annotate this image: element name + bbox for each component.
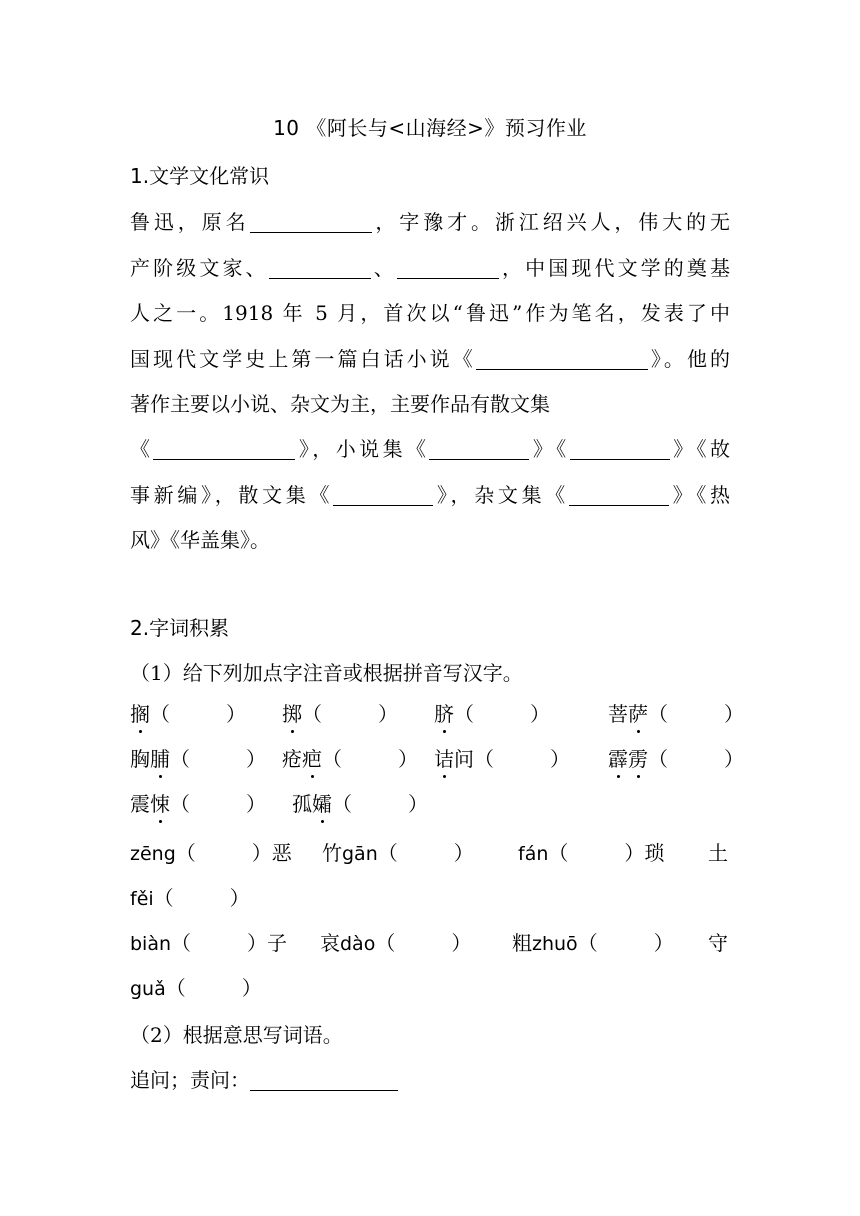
fill-blank[interactable] [250, 1070, 398, 1091]
paren-open: （ [170, 747, 190, 771]
paren-open: （ [332, 792, 352, 816]
fill-blank[interactable] [570, 439, 670, 460]
paren-close: ） [453, 841, 474, 865]
dotted-char: 脐 [434, 698, 454, 727]
pinyin-item [518, 837, 664, 866]
definition-item [130, 1064, 730, 1093]
text-segment: 《 [130, 437, 154, 461]
pinyin-text: guǎ [130, 978, 166, 1000]
fill-blank[interactable] [269, 258, 371, 279]
paren-open: （ [577, 931, 598, 955]
text-segment: 国现代文学史上第一篇白话小说《 [130, 347, 476, 371]
worksheet-title: 10 《阿长与<山海经>》预习作业 [273, 116, 587, 140]
question-2-prompt: （2）根据意思写词语。 [130, 1023, 343, 1047]
char-item [130, 698, 246, 727]
char-item [282, 743, 418, 772]
paren-open: （ [375, 931, 396, 955]
pinyin-item [130, 927, 287, 956]
paren-close: ） [398, 747, 418, 771]
dotted-char: 霹 [608, 743, 628, 772]
section2-heading: 2.字词积累 [130, 616, 230, 640]
plain-char: 孤 [292, 792, 312, 816]
paren-close: ） [653, 931, 674, 955]
paren-open: （ [648, 747, 668, 771]
paren-open: （ [454, 702, 474, 726]
text-segment: 》《热 [668, 483, 731, 507]
char-item [292, 788, 428, 817]
char-item [434, 698, 550, 727]
pinyin-text: fán [518, 843, 549, 865]
pinyin-item [512, 927, 674, 956]
section1-heading: 1.文学文化常识 [130, 164, 270, 188]
char-item [282, 698, 398, 727]
fill-blank[interactable] [397, 258, 499, 279]
question-1-prompt: （1）给下列加点字注音或根据拼音写汉字。 [130, 661, 523, 685]
char-item [130, 788, 266, 817]
plain-char: 哀 [320, 931, 340, 955]
pinyin-item [322, 837, 474, 866]
paragraph-line [130, 343, 730, 372]
text-segment: 》《 [529, 437, 570, 461]
paragraph-line [130, 433, 730, 462]
pinyin-item [130, 882, 250, 911]
definition-text: 追问；责问： [130, 1068, 250, 1092]
plain-char: 守 [708, 931, 728, 955]
paren-close: ） [550, 747, 570, 771]
paren-open: （ [377, 841, 398, 865]
dotted-char: 搁 [130, 698, 150, 727]
paren-open: （ [165, 976, 186, 1000]
text-segment: 人之一。1918 年 5 月，首次以“鲁迅”作为笔名，发表了中 [130, 301, 730, 325]
text-segment: 》，小说集《 [295, 437, 430, 461]
paren-close: ） [241, 976, 262, 1000]
paren-open: （ [175, 841, 196, 865]
fill-blank[interactable] [569, 485, 669, 506]
paren-close: ） [451, 931, 472, 955]
fill-blank[interactable] [333, 485, 433, 506]
paragraph-line [130, 524, 730, 553]
plain-char: 问 [454, 747, 474, 771]
dotted-char: 雳 [628, 743, 648, 772]
text-segment: 》《故 [669, 437, 731, 461]
paren-close: ） [624, 841, 645, 865]
pinyin-item [130, 837, 292, 866]
paren-open: （ [474, 747, 494, 771]
text-segment: 事新编》，散文集《 [130, 483, 334, 507]
plain-char: 琐 [644, 841, 665, 865]
paren-close: ） [724, 747, 744, 771]
paren-open: （ [648, 702, 668, 726]
text-segment: 产阶级文家、 [130, 256, 269, 280]
paren-close: ） [229, 886, 250, 910]
plain-char: 菩 [608, 702, 628, 726]
paren-open: （ [170, 792, 190, 816]
plain-char: 土 [708, 841, 728, 865]
text-segment: 、 [370, 256, 397, 280]
paragraph-line [130, 479, 730, 508]
paren-close: ） [247, 931, 268, 955]
text-segment: ，中国现代文学的奠基 [498, 256, 731, 280]
pinyin-item [320, 927, 471, 956]
paren-close: ） [378, 702, 398, 726]
text-segment: 风》《华盖集》。 [130, 528, 270, 552]
paren-close: ） [408, 792, 428, 816]
text-segment: 鲁迅，原名 [130, 210, 250, 234]
pinyin-text: dào [340, 933, 376, 955]
text-segment: ，字豫才。浙江绍兴人，伟大的无 [371, 210, 730, 234]
paren-open: （ [153, 886, 174, 910]
dotted-char: 疤 [302, 743, 322, 772]
paren-close: ） [251, 841, 272, 865]
paren-open: （ [322, 747, 342, 771]
paren-open: （ [150, 702, 170, 726]
plain-char: 竹 [322, 841, 342, 865]
plain-char: 恶 [271, 841, 292, 865]
paren-open: （ [548, 841, 569, 865]
pinyin-text: fěi [130, 888, 154, 910]
text-segment: 》，杂文集《 [433, 483, 569, 507]
dotted-char: 掷 [282, 698, 302, 727]
char-item [130, 743, 266, 772]
fill-blank[interactable] [429, 439, 529, 460]
paren-close: ） [724, 702, 744, 726]
fill-blank[interactable] [476, 349, 648, 370]
plain-char: 胸 [130, 747, 150, 771]
paren-open: （ [171, 931, 192, 955]
char-item [608, 743, 744, 772]
text-segment: 著作主要以小说、杂文为主，主要作品有散文集 [130, 392, 550, 416]
paren-close: ） [530, 702, 550, 726]
dotted-char: 孀 [312, 788, 332, 817]
pinyin-text: zēng [130, 843, 176, 865]
char-item [608, 698, 744, 727]
paragraph-line [130, 388, 730, 417]
paren-open: （ [302, 702, 322, 726]
paragraph-line [130, 297, 730, 326]
pinyin-text: gān [342, 843, 378, 865]
pinyin-text: biàn [130, 933, 172, 955]
paren-close: ） [226, 702, 246, 726]
pinyin-item [130, 972, 262, 1001]
dotted-char: 萨 [628, 698, 648, 727]
paren-close: ） [246, 747, 266, 771]
plain-char: 疮 [282, 747, 302, 771]
char-item [434, 743, 570, 772]
fill-blank[interactable] [250, 212, 372, 233]
pinyin-text: zhuō [532, 933, 578, 955]
paren-close: ） [246, 792, 266, 816]
plain-char: 粗 [512, 931, 532, 955]
dotted-char: 诘 [434, 743, 454, 772]
dotted-char: 悚 [150, 788, 170, 817]
plain-char: 子 [267, 931, 288, 955]
dotted-char: 脯 [150, 743, 170, 772]
text-segment: 》。他的 [647, 347, 731, 371]
paragraph-line [130, 252, 730, 281]
fill-blank[interactable] [153, 439, 295, 460]
paragraph-line [130, 206, 730, 235]
plain-char: 震 [130, 792, 150, 816]
